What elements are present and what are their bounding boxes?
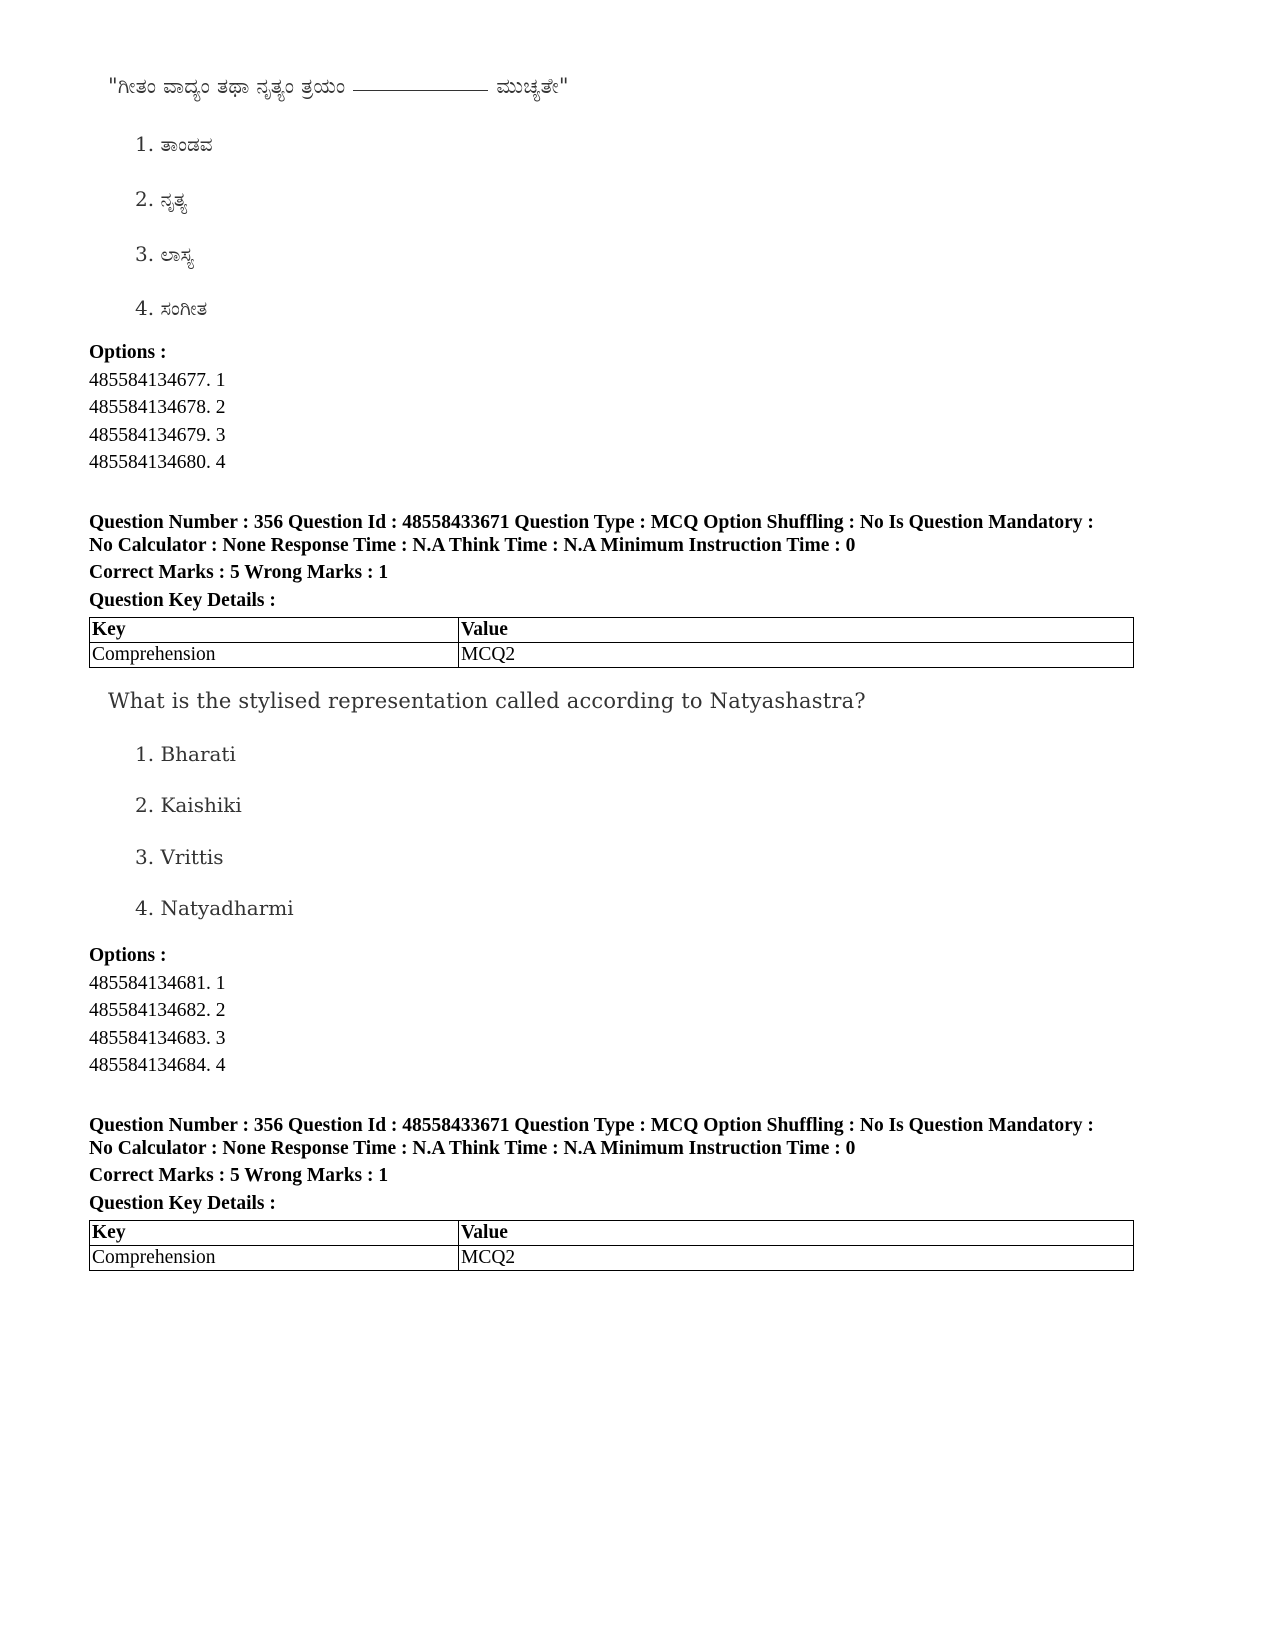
table-cell-value: MCQ2: [459, 643, 1134, 668]
table-row: [90, 643, 1134, 668]
question-a-meta: [89, 512, 1189, 557]
meta-line-1: Question Number : 356 Question Id : 48558433671 Question Type : MCQ Option Shuffling : No Is Question Mandatory :: [89, 512, 1094, 533]
question-a-choice-3: 3. ಲಾಸ್ಯ: [135, 242, 194, 266]
options-label: Options :: [89, 945, 167, 966]
table-row: [90, 1246, 1134, 1271]
marks-line: Correct Marks : 5 Wrong Marks : 1: [89, 562, 389, 583]
option-line: 485584134684. 4: [89, 1055, 226, 1076]
question-a-choice-4: 4. ಸಂಗೀತ: [135, 296, 208, 320]
question-b-choice-2: 2. Kaishiki: [135, 793, 242, 817]
question-b-meta: [89, 1115, 1189, 1160]
option-line: 485584134683. 3: [89, 1027, 226, 1049]
question-a-choice-1: 1. ತಾಂಡವ: [135, 132, 213, 156]
option-line: 485584134679. 3: [89, 424, 226, 446]
meta-line-1: Question Number : 356 Question Id : 48558433671 Question Type : MCQ Option Shuffling : No Is Question Mandatory :: [89, 1115, 1094, 1136]
option-line: 485584134678. 2: [89, 397, 226, 418]
key-details-label: Question Key Details :: [89, 1193, 276, 1214]
question-b-choice-1: 1. Bharati: [135, 742, 236, 766]
meta-line-2: No Calculator : None Response Time : N.A Think Time : N.A Minimum Instruction Time : 0: [89, 534, 856, 556]
question-a-image: [108, 74, 808, 334]
question-a-stem-after: ಮುಚ್ಯತೇ": [496, 74, 569, 98]
table-header-key: Key: [90, 618, 459, 643]
question-a-choice-2: 2. ನೃತ್ಯ: [135, 187, 188, 211]
question-b-stem: What is the stylised representation called according to Natyashastra?: [108, 689, 866, 713]
fill-in-blank: [353, 90, 488, 91]
table-header-key: Key: [90, 1221, 459, 1246]
table-header-value: Value: [459, 618, 1134, 643]
question-b-choice-3: 3. Vrittis: [135, 845, 224, 869]
question-b-choice-4: 4. Natyadharmi: [135, 896, 294, 920]
table-header-row: [90, 618, 1134, 643]
option-line: 485584134682. 2: [89, 1000, 226, 1021]
option-line: 485584134677. 1: [89, 369, 226, 391]
key-details-table: [89, 617, 1134, 668]
key-details-table: [89, 1220, 1134, 1271]
table-header-value: Value: [459, 1221, 1134, 1246]
question-a-options: [89, 339, 226, 477]
options-label: Options :: [89, 342, 167, 363]
question-b-image: [108, 689, 866, 929]
question-b-options: [89, 942, 226, 1080]
question-a-stem: [108, 74, 808, 99]
meta-line-2: No Calculator : None Response Time : N.A Think Time : N.A Minimum Instruction Time : 0: [89, 1137, 856, 1159]
option-line: 485584134680. 4: [89, 452, 226, 473]
table-cell-key: Comprehension: [90, 643, 459, 668]
question-a-stem-before: "ಗೀತಂ ವಾದ್ಯಂ ತಥಾ ನೃತ್ಯಂ ತ್ರಯಂ: [108, 74, 346, 98]
key-details-label: Question Key Details :: [89, 590, 276, 611]
marks-line: Correct Marks : 5 Wrong Marks : 1: [89, 1165, 389, 1186]
table-cell-key: Comprehension: [90, 1246, 459, 1271]
option-line: 485584134681. 1: [89, 972, 226, 994]
table-cell-value: MCQ2: [459, 1246, 1134, 1271]
table-header-row: [90, 1221, 1134, 1246]
